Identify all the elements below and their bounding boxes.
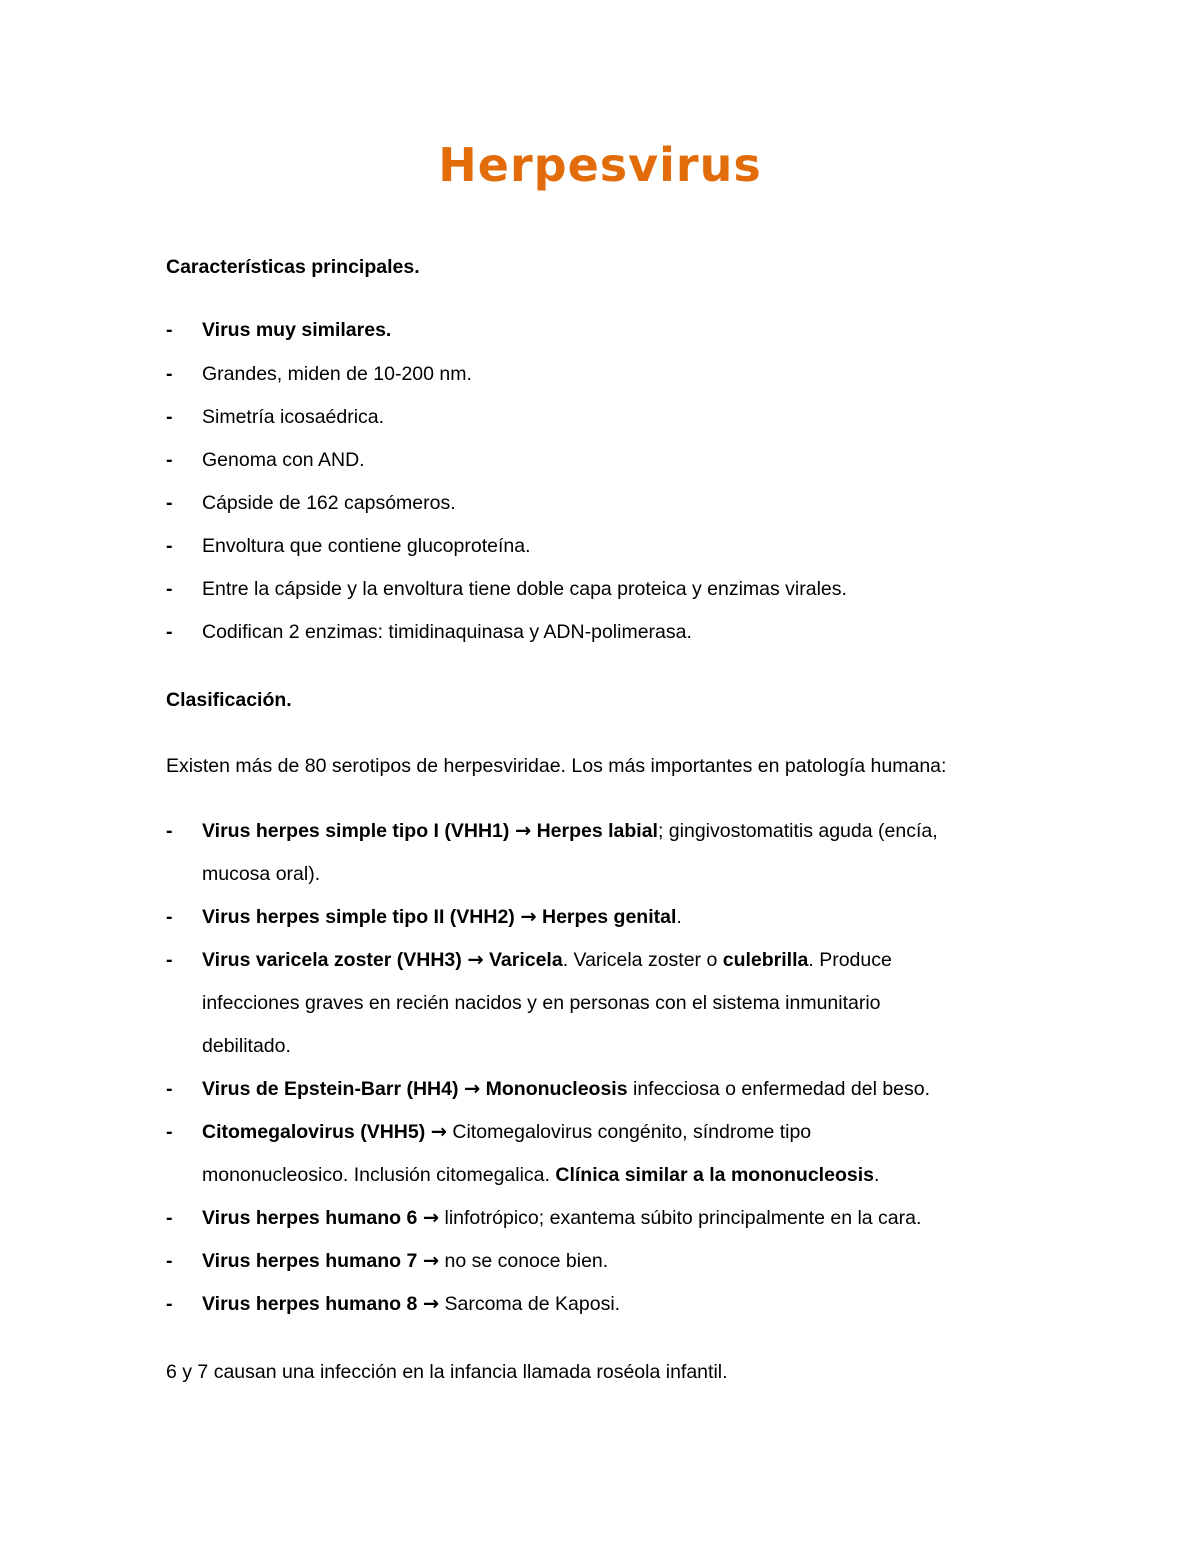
- disease-term: Herpes labial: [536, 820, 658, 842]
- bullet-dash: -: [166, 319, 173, 341]
- list-item: [202, 1206, 921, 1230]
- disease-term: culebrilla: [722, 949, 809, 971]
- list-item: Cápside de 162 capsómeros.: [202, 492, 456, 514]
- bullet-dash: -: [166, 1250, 173, 1272]
- arrow-icon: →: [514, 819, 532, 842]
- disease-term: Mononucleosis: [485, 1078, 628, 1100]
- item-text: infecciosa o enfermedad del beso.: [627, 1078, 931, 1100]
- bullet-dash: -: [166, 1121, 173, 1143]
- list-item: Grandes, miden de 10-200 nm.: [202, 363, 472, 385]
- item-continuation: mucosa oral).: [202, 863, 321, 885]
- list-item: [202, 1120, 811, 1144]
- virus-name: Virus herpes humano 7: [202, 1250, 418, 1272]
- item-text: mononucleosico. Inclusión citomegalica.: [202, 1164, 556, 1186]
- list-item: Simetría icosaédrica.: [202, 406, 385, 428]
- disease-term: Varicela: [488, 949, 563, 971]
- footer-note: 6 y 7 causan una infección en la infancia llamada roséola infantil.: [166, 1361, 728, 1383]
- disease-term: Herpes genital: [542, 906, 677, 928]
- list-item: [202, 905, 682, 929]
- bullet-dash: -: [166, 492, 173, 514]
- item-text: .: [676, 906, 682, 928]
- bullet-dash: -: [166, 1293, 173, 1315]
- section-heading-characteristics: Características principales.: [166, 256, 420, 278]
- virus-name: Virus herpes humano 8: [202, 1293, 418, 1315]
- bullet-dash: -: [166, 535, 173, 557]
- virus-name: Virus varicela zoster (VHH3): [202, 949, 462, 971]
- item-continuation: [202, 1163, 879, 1187]
- page-title: Herpesvirus: [438, 138, 762, 192]
- virus-name: Virus herpes simple tipo I (VHH1): [202, 820, 510, 842]
- list-item: [202, 1292, 620, 1316]
- list-item: [202, 948, 892, 972]
- arrow-icon: →: [422, 1292, 440, 1315]
- item-text: .: [873, 1164, 880, 1186]
- bullet-dash: -: [166, 406, 173, 428]
- virus-name: Virus herpes simple tipo II (VHH2): [202, 906, 515, 928]
- arrow-icon: →: [422, 1206, 440, 1229]
- list-item: Envoltura que contiene glucoproteína.: [202, 535, 531, 557]
- item-text: Sarcoma de Kaposi.: [439, 1293, 621, 1315]
- classification-intro: Existen más de 80 serotipos de herpesviridae. Los más importantes en patología humana:: [166, 755, 947, 777]
- arrow-icon: →: [422, 1249, 440, 1272]
- bullet-dash: -: [166, 1207, 173, 1229]
- item-text-bold: Clínica similar a la mononucleosis: [555, 1164, 874, 1186]
- bullet-dash: -: [166, 906, 173, 928]
- virus-name: Citomegalovirus (VHH5): [202, 1121, 426, 1143]
- item-text: . Produce: [808, 949, 892, 971]
- list-item: Virus muy similares.: [202, 319, 392, 341]
- bullet-dash: -: [166, 363, 173, 385]
- item-text: . Varicela zoster o: [562, 949, 723, 971]
- arrow-icon: →: [463, 1077, 481, 1100]
- virus-name: Virus herpes humano 6: [202, 1207, 418, 1229]
- list-item: [202, 1077, 930, 1101]
- item-text: no se conoce bien.: [439, 1250, 609, 1272]
- arrow-icon: →: [430, 1120, 447, 1143]
- virus-name: Virus de Epstein-Barr (HH4): [202, 1078, 459, 1100]
- arrow-icon: →: [467, 948, 484, 971]
- bullet-dash: -: [166, 621, 173, 643]
- bullet-dash: -: [166, 1078, 173, 1100]
- list-item: [202, 1249, 608, 1273]
- item-continuation: debilitado.: [202, 1035, 291, 1057]
- list-item: Codifican 2 enzimas: timidinaquinasa y ADN-polimerasa.: [202, 621, 692, 643]
- bullet-dash: -: [166, 449, 173, 471]
- bullet-dash: -: [166, 578, 173, 600]
- bullet-dash: -: [166, 820, 173, 842]
- item-text: Citomegalovirus congénito, síndrome tipo: [446, 1121, 812, 1143]
- list-item: Entre la cápside y la envoltura tiene doble capa proteica y enzimas virales.: [202, 578, 847, 600]
- item-continuation: infecciones graves en recién nacidos y en personas con el sistema inmunitario: [202, 992, 881, 1014]
- list-item: [202, 819, 938, 843]
- bullet-dash: -: [166, 949, 173, 971]
- section-heading-classification: Clasificación.: [166, 689, 292, 711]
- item-text: ; gingivostomatitis aguda (encía,: [657, 820, 938, 842]
- item-text: linfotrópico; exantema súbito principalmente en la cara.: [439, 1207, 922, 1229]
- arrow-icon: →: [520, 905, 537, 928]
- list-item: Genoma con AND.: [202, 449, 365, 471]
